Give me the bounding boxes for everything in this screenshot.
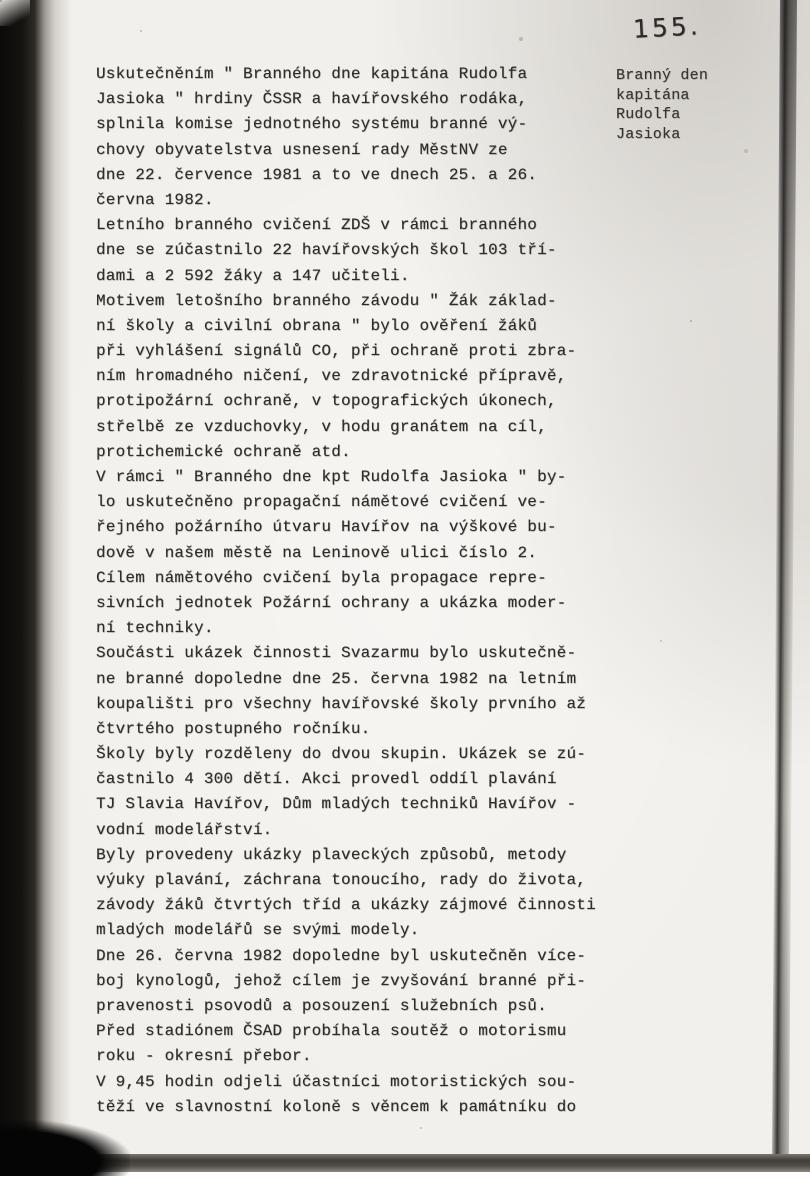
book-binding-shadow	[0, 0, 72, 1157]
text-line: dami a 2 592 žáky a 147 učiteli.	[96, 266, 410, 285]
text-line: Letního branného cvičení ZDŠ v rámci branného	[96, 216, 538, 235]
margin-note	[616, 66, 708, 144]
text-line: Dne 26. června 1982 dopoledne byl uskutečněn více-	[96, 946, 587, 965]
text-line: splnila komise jednotného systému branné vý-	[96, 115, 528, 134]
text-line: ním hromadného ničení, ve zdravotnické přípravě,	[96, 367, 567, 386]
text-line: Školy byly rozděleny do dvou skupin. Ukázek se zú-	[96, 745, 587, 764]
text-line: častnilo 4 300 dětí. Akci provedl oddíl plavání	[96, 770, 557, 789]
margin-note-line: Branný den	[616, 67, 709, 84]
text-line: V 9,45 hodin odjeli účastníci motoristických sou-	[96, 1072, 577, 1091]
text-line: Cílem námětového cvičení byla propagace repre-	[96, 568, 547, 587]
text-line: střelbě ze vzduchovky, v hodu granátem na cíl,	[96, 417, 547, 436]
text-line: chovy obyvatelstva usnesení rady MěstNV ze	[96, 140, 508, 159]
text-line: Motivem letošního branného závodu " Žák základ-	[96, 291, 557, 310]
text-line: při vyhlášení signálů CO, při ochraně proti zbra-	[96, 342, 577, 361]
text-line: sivních jednotek Požární ochrany a ukázka moder-	[96, 593, 567, 612]
page-number: 155.	[632, 11, 702, 44]
text-line: řejného požárního útvaru Havířov na výškové bu-	[96, 518, 557, 537]
text-line: těží ve slavnostní koloně s věncem k památníku do	[96, 1097, 577, 1116]
text-line: ne branné dopoledne dne 25. června 1982 na letním	[96, 669, 577, 688]
text-line: Jasioka " hrdiny ČSSR a havířovského rodáka,	[96, 90, 528, 109]
text-line: protipožární ochraně, v topografických úkonech,	[96, 392, 557, 411]
text-line: lo uskutečněno propagační námětové cvičení ve-	[96, 493, 547, 512]
binding-bottom-shadow	[0, 1120, 130, 1176]
text-line: dově v našem městě na Leninově ulici číslo 2.	[96, 543, 538, 562]
text-line: koupališti pro všechny havířovské školy prvního až	[96, 694, 587, 713]
text-line: V rámci " Branného dne kpt Rudolfa Jasioka " by-	[96, 468, 567, 486]
margin-note-line: Jasioka	[616, 125, 681, 143]
text-line: ní školy a civilní obrana " bylo ověření žáků	[96, 316, 538, 335]
chronicle-body-text	[96, 62, 621, 1120]
page-right-edge	[772, 0, 797, 1157]
margin-note-line: Rudolfa	[616, 106, 681, 123]
text-line: výuky plavání, záchrana tonoucího, rady do života,	[96, 871, 587, 889]
text-line: pravenosti psovodů a posouzení služebních psů.	[96, 996, 547, 1015]
text-line: protichemické ochraně atd.	[96, 442, 351, 461]
text-line: TJ Slavia Havířov, Dům mladých techniků Havířov -	[96, 795, 577, 814]
margin-note-line: kapitána	[616, 86, 690, 104]
text-line: závody žáků čtvrtých tříd a ukázky zájmové činnosti	[96, 896, 596, 915]
text-line: boj kynologů, jehož cílem je zvyšování branné při-	[96, 971, 587, 990]
text-line: června 1982.	[96, 190, 214, 209]
text-line: Před stadiónem ČSAD probíhala soutěž o motorismu	[96, 1022, 567, 1041]
text-line: Součásti ukázek činnosti Svazarmu bylo uskutečně-	[96, 644, 577, 663]
text-line: čtvrtého postupného ročníku.	[96, 719, 371, 738]
text-line: dne 22. července 1981 a to ve dnech 25. a 26.	[96, 165, 538, 184]
text-line: Byly provedeny ukázky plaveckých způsobů, metody	[96, 845, 567, 864]
text-line: dne se zúčastnilo 22 havířovských škol 103 tří-	[96, 241, 557, 260]
text-line: ní techniky.	[96, 619, 214, 638]
text-line: vodní modelářství.	[96, 820, 273, 839]
text-line: roku - okresní přebor.	[96, 1047, 312, 1066]
book-bottom-edge	[34, 1154, 810, 1172]
scan-speckles	[0, 0, 2, 2]
text-line: mladých modelářů se svými modely.	[96, 921, 420, 940]
text-line: Uskutečněním " Branného dne kapitána Rudolfa	[96, 65, 528, 83]
